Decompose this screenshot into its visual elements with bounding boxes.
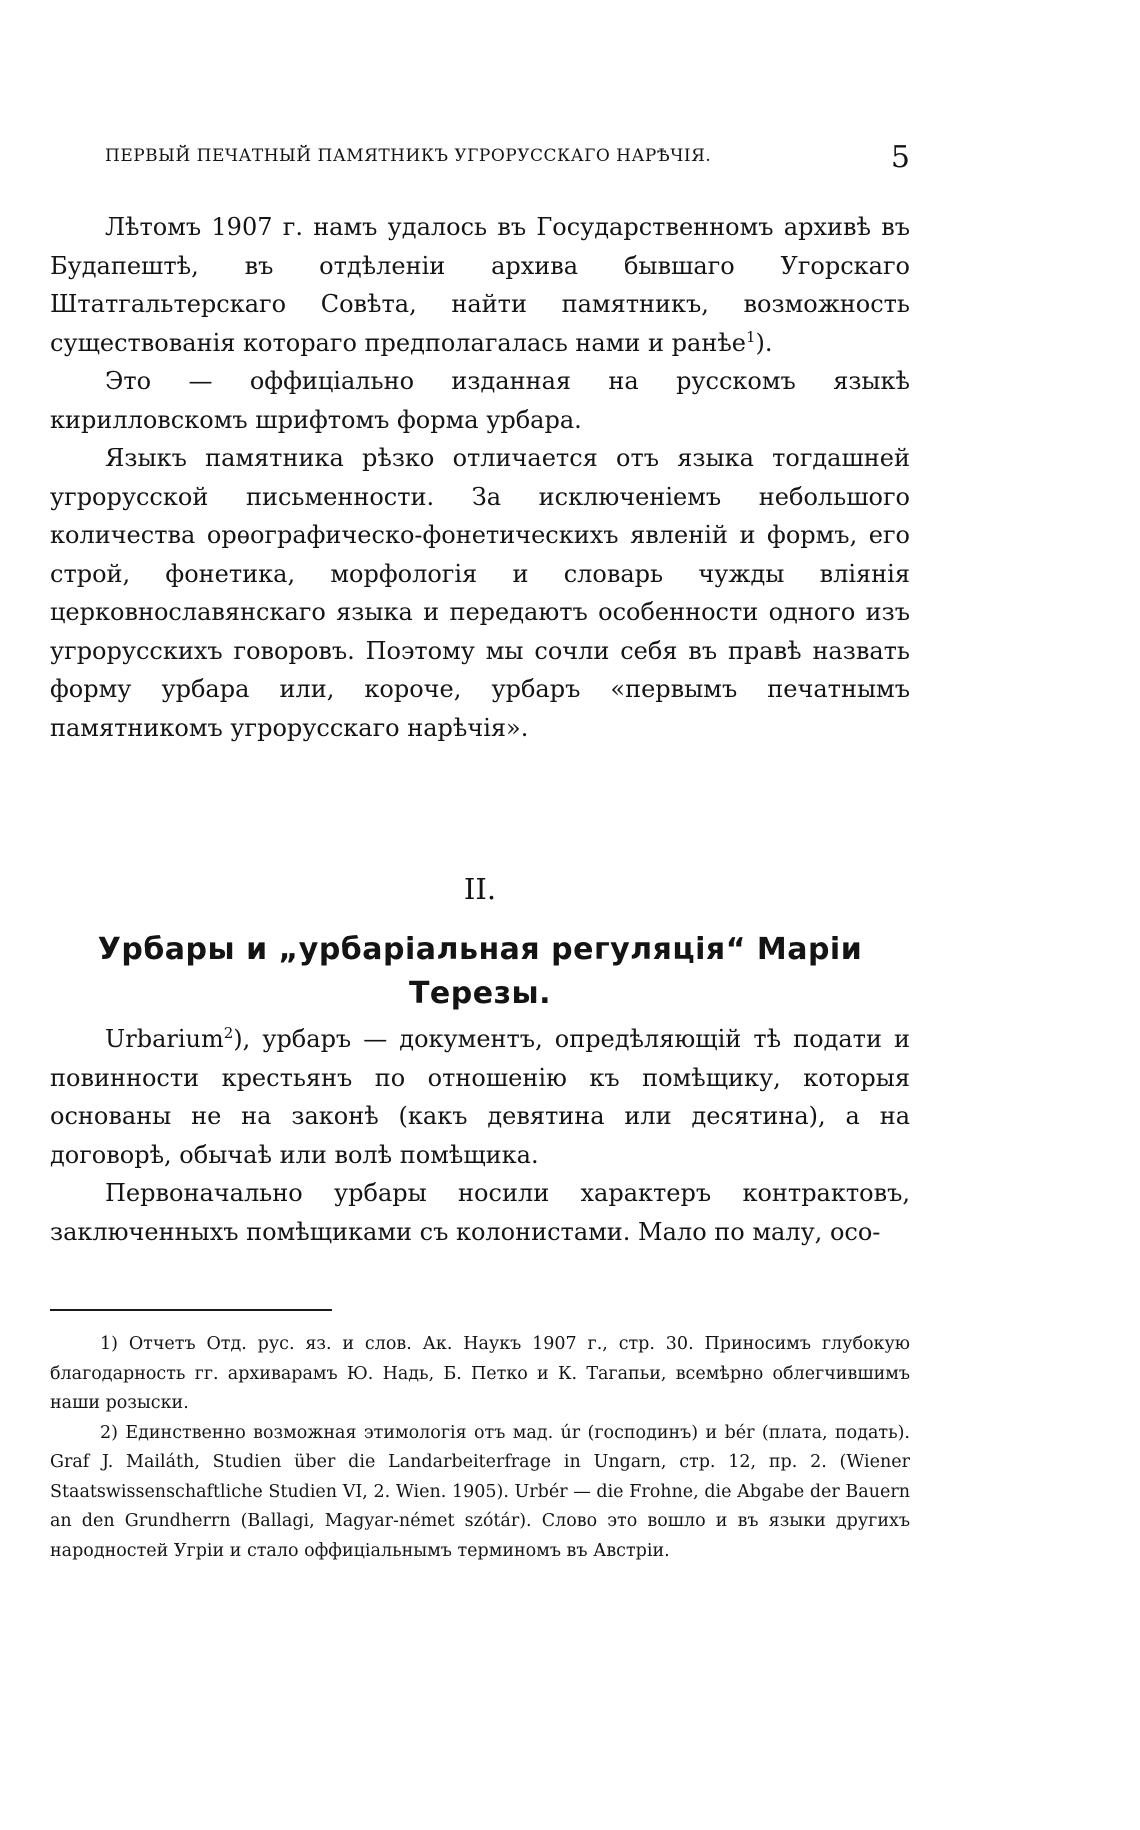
running-title: ПЕРВЫЙ ПЕЧАТНЫЙ ПАМЯТНИКЪ УГРОРУССКАГО НАРѢЧІЯ.	[105, 146, 712, 166]
body-text-bottom	[50, 1020, 910, 1251]
paragraph: Лѣтомъ 1907 г. намъ удалось въ Государственномъ архивѣ въ Будапештѣ, въ отдѣленіи архива бывшаго Угорскаго Штатгальтерскаго Совѣта, найти памятникъ, возможность существованія котораго предполагалась нами и ранѣе$^1$).	[50, 213, 910, 357]
footnote-ref: 2	[223, 1024, 234, 1042]
section-heading-line: Терезы.	[408, 976, 552, 1011]
footnote-divider	[50, 1309, 332, 1311]
page-number: 5	[890, 140, 910, 175]
running-head	[105, 140, 910, 180]
footnote-ref: 1	[746, 327, 756, 346]
paragraph: Первоначально урбары носили характеръ контрактовъ, заключенныхъ помѣщиками съ колонистами. Мало по малу, осо-	[50, 1179, 910, 1246]
section-heading	[50, 928, 910, 1016]
body-text-top	[50, 208, 910, 747]
section-heading-line: Урбары и „урбаріальная регуляція“ Маріи	[97, 932, 863, 967]
footnotes	[50, 1330, 910, 1566]
footnote: 2) Единственно возможная этимологія отъ мад. úr (господинъ) и bér (плата, подать). Graf J. Mailáth, Studien über die Landarbeiterfrage in Ungarn, стр. 12, пр. 2. (Wiener Staatswissenschaftliche Studien VI, 2. Wien. 1905). Urbér — die Frohne, die Abgabe der Bauern an den Grundherrn (Ballagi, Magyar-német szótár). Слово это вошло и въ языки другихъ народностей Угріи и стало оффиціальнымъ терминомъ въ Австріи.	[50, 1422, 910, 1561]
book-page	[50, 0, 910, 1830]
section-number: II.	[463, 872, 497, 906]
footnote: 1) Отчетъ Отд. рус. яз. и слов. Ак. Наукъ 1907 г., стр. 30. Приносимъ глубокую благодарность гг. архиварамъ Ю. Надь, Б. Петко и К. Тагапьи, всемѣрно облегчившимъ наши розыски.	[50, 1334, 910, 1413]
paragraph: Языкъ памятника рѣзко отличается отъ языка тогдашней угрорусской письменности. За исключеніемъ небольшого количества орѳографическо-фонетическихъ явленій и формъ, его строй, фонетика, морфологія и словарь чужды вліянія церковнославянскаго языка и передаютъ особенности одного изъ угрорусскихъ говоровъ. Поэтому мы сочли себя въ правѣ назвать форму урбара или, короче, урбаръ «первымъ печатнымъ памятникомъ угрорусскаго нарѣчія».	[50, 444, 910, 742]
paragraph: Это — оффиціально изданная на русскомъ языкѣ кирилловскомъ шрифтомъ форма урбара.	[50, 367, 910, 434]
paragraph: Urbarium$^2$), урбаръ — документъ, опредѣляющій тѣ подати и повинности крестьянъ по отношенію къ помѣщику, которыя основаны не на законѣ (какъ девятина или десятина), а на договорѣ, обычаѣ или волѣ помѣщика.	[50, 1024, 910, 1169]
